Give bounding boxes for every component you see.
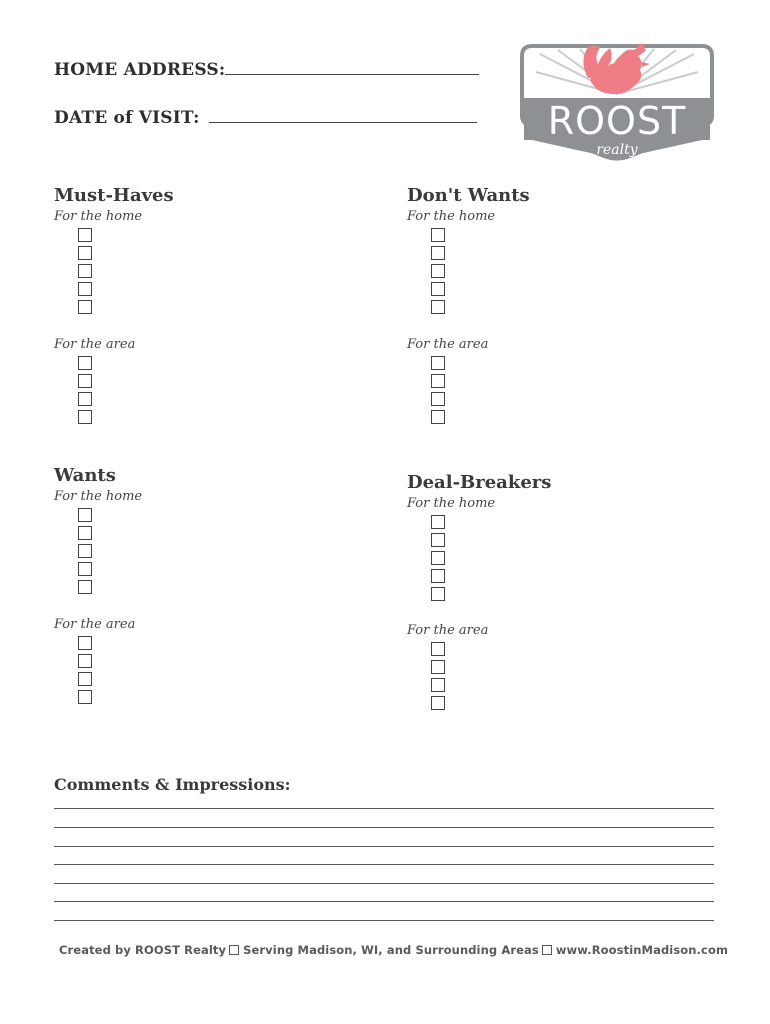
home-address-field[interactable] bbox=[225, 60, 479, 75]
checkbox[interactable] bbox=[431, 660, 445, 674]
dont-wants-area-label: For the area bbox=[407, 337, 489, 352]
comment-line[interactable] bbox=[54, 883, 714, 884]
square-bullet-icon bbox=[542, 945, 552, 955]
home-address-row bbox=[54, 60, 479, 80]
checkbox[interactable] bbox=[431, 678, 445, 692]
checkbox[interactable] bbox=[431, 569, 445, 583]
checkbox[interactable] bbox=[431, 696, 445, 710]
must-haves-title: Must-Haves bbox=[54, 185, 174, 206]
wants-home-checklist bbox=[78, 508, 92, 594]
checkbox[interactable] bbox=[78, 562, 92, 576]
checkbox[interactable] bbox=[78, 300, 92, 314]
checkbox[interactable] bbox=[431, 551, 445, 565]
checkbox[interactable] bbox=[78, 690, 92, 704]
comment-line[interactable] bbox=[54, 808, 714, 809]
checkbox[interactable] bbox=[431, 228, 445, 242]
comment-line[interactable] bbox=[54, 846, 714, 847]
square-bullet-icon bbox=[229, 945, 239, 955]
checkbox[interactable] bbox=[78, 356, 92, 370]
footer-serving-area: Serving Madison, WI, and Surrounding Areas bbox=[243, 943, 539, 957]
checkbox[interactable] bbox=[431, 264, 445, 278]
deal-breakers-home-checklist bbox=[431, 515, 445, 601]
must-haves-area-checklist bbox=[78, 356, 92, 424]
checkbox[interactable] bbox=[78, 508, 92, 522]
comment-line[interactable] bbox=[54, 901, 714, 902]
checkbox[interactable] bbox=[78, 544, 92, 558]
must-haves-home-checklist bbox=[78, 228, 92, 314]
roost-realty-logo bbox=[518, 34, 716, 162]
checkbox[interactable] bbox=[78, 374, 92, 388]
logo-badge-icon bbox=[518, 34, 716, 162]
checkbox[interactable] bbox=[78, 654, 92, 668]
checkbox[interactable] bbox=[431, 282, 445, 296]
checkbox[interactable] bbox=[78, 410, 92, 424]
must-haves-home-label: For the home bbox=[54, 209, 143, 224]
date-of-visit-row bbox=[54, 108, 477, 128]
checkbox[interactable] bbox=[78, 672, 92, 686]
dont-wants-title: Don't Wants bbox=[407, 185, 530, 206]
dont-wants-area-checklist bbox=[431, 356, 445, 424]
checkbox[interactable] bbox=[431, 300, 445, 314]
date-of-visit-field[interactable] bbox=[209, 108, 477, 123]
wants-area-label: For the area bbox=[54, 617, 136, 632]
wants-area-checklist bbox=[78, 636, 92, 704]
dont-wants-home-label: For the home bbox=[407, 209, 496, 224]
checkbox[interactable] bbox=[431, 246, 445, 260]
footer-website: www.RoostinMadison.com bbox=[555, 943, 729, 957]
checkbox[interactable] bbox=[78, 246, 92, 260]
checkbox[interactable] bbox=[78, 636, 92, 650]
checkbox[interactable] bbox=[431, 515, 445, 529]
checkbox[interactable] bbox=[78, 228, 92, 242]
dont-wants-home-checklist bbox=[431, 228, 445, 314]
checkbox[interactable] bbox=[78, 282, 92, 296]
deal-breakers-title: Deal-Breakers bbox=[407, 472, 552, 493]
deal-breakers-area-label: For the area bbox=[407, 623, 489, 638]
footer bbox=[59, 943, 728, 957]
logo-brand-text: ROOST bbox=[547, 99, 687, 143]
checkbox[interactable] bbox=[431, 410, 445, 424]
must-haves-area-label: For the area bbox=[54, 337, 136, 352]
logo-tagline-text: realty bbox=[596, 142, 638, 158]
checkbox[interactable] bbox=[431, 374, 445, 388]
checkbox[interactable] bbox=[78, 526, 92, 540]
checkbox[interactable] bbox=[431, 533, 445, 547]
checkbox[interactable] bbox=[78, 392, 92, 406]
home-address-label: HOME ADDRESS: bbox=[54, 60, 226, 80]
checkbox[interactable] bbox=[78, 580, 92, 594]
wants-title: Wants bbox=[54, 465, 116, 486]
comment-line[interactable] bbox=[54, 864, 714, 865]
checkbox[interactable] bbox=[78, 264, 92, 278]
date-of-visit-label: DATE of VISIT: bbox=[54, 108, 200, 128]
deal-breakers-home-label: For the home bbox=[407, 496, 496, 511]
checkbox[interactable] bbox=[431, 392, 445, 406]
comment-line[interactable] bbox=[54, 920, 714, 921]
deal-breakers-area-checklist bbox=[431, 642, 445, 710]
comment-line[interactable] bbox=[54, 827, 714, 828]
footer-created-by: Created by ROOST Realty bbox=[59, 943, 227, 957]
comments-title: Comments & Impressions: bbox=[54, 775, 291, 794]
wants-home-label: For the home bbox=[54, 489, 143, 504]
checkbox[interactable] bbox=[431, 642, 445, 656]
checkbox[interactable] bbox=[431, 356, 445, 370]
checkbox[interactable] bbox=[431, 587, 445, 601]
